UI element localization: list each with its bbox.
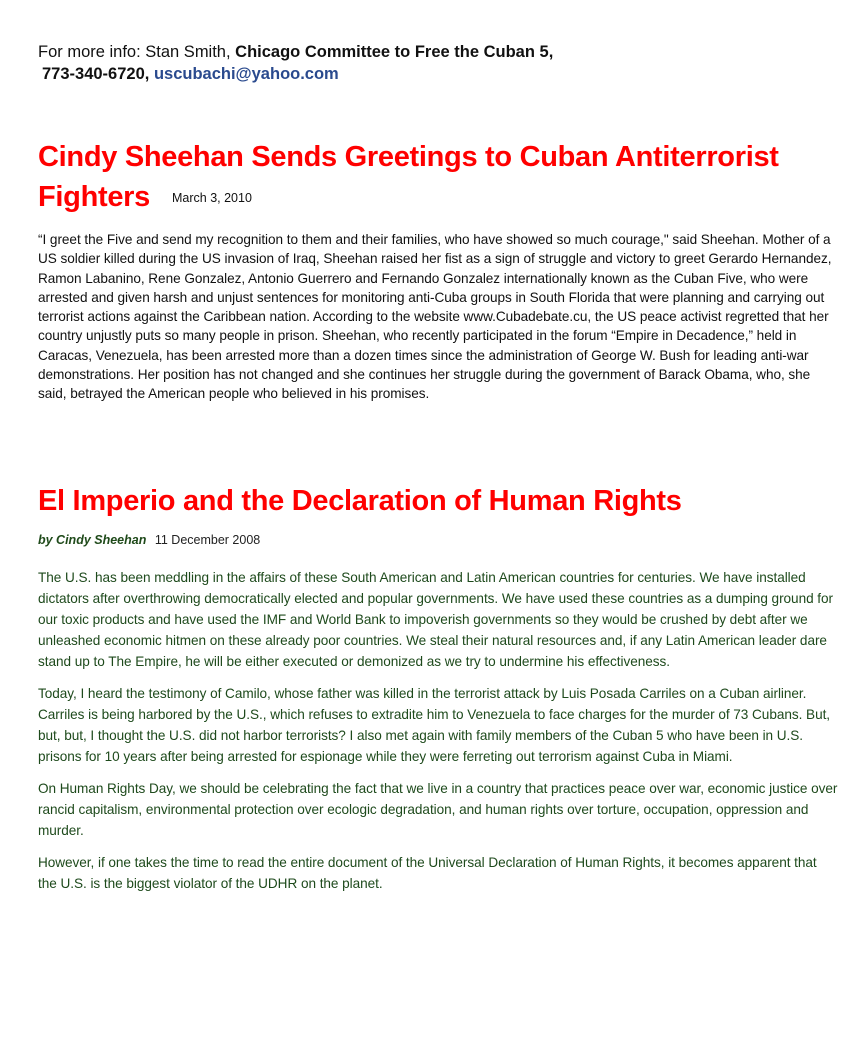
contact-email-link[interactable]: uscubachi@yahoo.com — [153, 65, 339, 83]
article-2-date: 11 December 2008 — [154, 533, 261, 547]
article-2-paragraph: However, if one takes the time to read the entire document of the Universal Declaration of Human Rights, it becomes apparent that the U.S. is the biggest violator of the UDHR on the planet. — [38, 855, 817, 891]
contact-organization: Chicago Committee to Free the Cuban 5, — [235, 43, 554, 61]
article-1-body: “I greet the Five and send my recognition to them and their families, who have showed so much courage," said Sheehan. Mother of a US soldier killed during the US invasion of Iraq, Sheehan raised her fist as a sign of struggle and victory to greet Gerardo Hernandez, Ramon Labanino, Rene Gonzalez, Antonio Guerrero and Fernando Gonzalez internationally known as the Cuban Five, who were arrested and given harsh and unjust sentences for monitoring anti-Cuba groups in South Florida that were planning and carrying out terrorist actions against the Caribbean nation. According to the website www.Cubadebate.cu, the US peace activist regretted that her country unjustly puts so many people in prison. Sheehan, who recently participated in the forum “Empire in Decadence,” held in Caracas, Venezuela, has been arrested more than a dozen times since the administration of George W. Bush for leading anti-war demonstrations. Her position has not changed and she continues her struggle during the government of Barack Obama, who, she said, betrayed the American people who believed in his promises. — [38, 232, 832, 402]
article-2-paragraph: The U.S. has been meddling in the affairs of these South American and Latin American countries for centuries. We have installed dictators after overthrowing democratically elected and popular governments. We have used these countries as a dumping ground for our toxic products and have used the IMF and World Bank to impoverish governments so they would be crushed by debt after we unleashed economic hitmen on these already poor countries. We steal their natural resources and, if any Latin American leader dare stand up to The Empire, he will be either executed or demonized as we try to undermine his effectiveness. — [38, 570, 834, 669]
article-2-paragraph: Today, I heard the testimony of Camilo, whose father was killed in the terrorist attack by Luis Posada Carriles on a Cuban airliner. Carriles is being harbored by the U.S., which refuses to extradite him to Venezuela to face charges for the murder of 73 Cubans. But, but, but, I thought the U.S. did not harbor terrorists? I also met again with family members of the Cuban 5 who have been in U.S. prisons for 10 years after being arrested for espionage while they were ferreting out terrorism against Cuba in Miami. — [38, 686, 831, 764]
contact-phone: 773-340-6720, — [42, 65, 150, 83]
article-1-title-text: Cindy Sheehan Sends Greetings to Cuban Antiterrorist Fighters — [38, 141, 779, 213]
contact-prefix: For more info: Stan Smith, — [38, 43, 236, 61]
article-2-paragraph: On Human Rights Day, we should be celebrating the fact that we live in a country that practices peace over war, economic justice over rancid capitalism, environmental protection over ecologic degradation, and human rights over torture, occupation, oppression and murder. — [38, 781, 838, 838]
article-2-byline — [38, 531, 260, 549]
article-1-date: March 3, 2010 — [172, 191, 252, 205]
article-2-title: El Imperio and the Declaration of Human Rights — [38, 485, 682, 517]
contact-line-2 — [38, 63, 553, 85]
article-2-body — [38, 567, 838, 905]
contact-info — [38, 41, 553, 85]
article-1-title — [38, 137, 828, 218]
article-2-author: by Cindy Sheehan — [38, 533, 147, 547]
